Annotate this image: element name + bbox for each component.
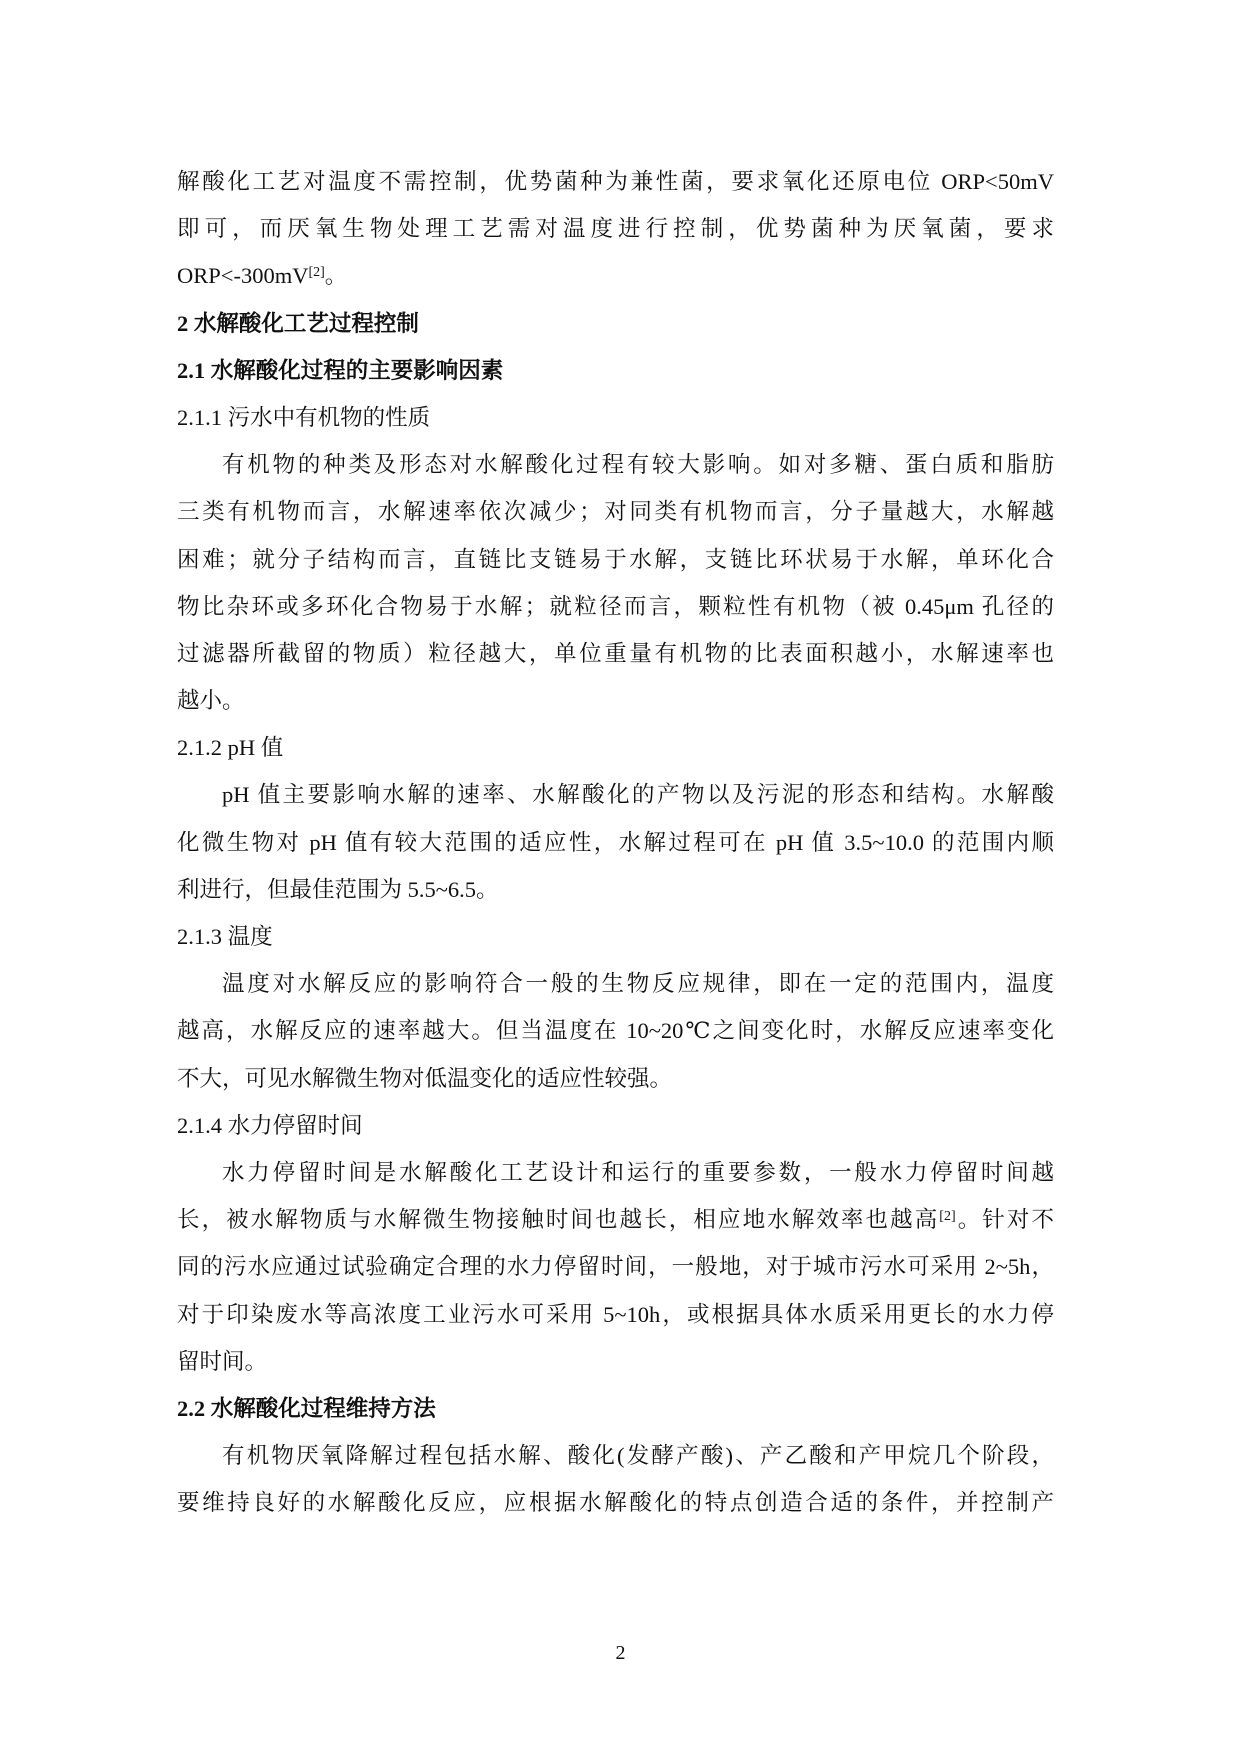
document-body <box>177 158 1054 1526</box>
subsection-heading: 2.1.2 pH 值 <box>177 735 284 761</box>
paragraph-line: 化微生物对 pH 值有较大范围的适应性，水解过程可在 pH 值 3.5~10.0 的范围内顺 <box>177 829 1054 855</box>
paragraph-line: 困难；就分子结构而言，直链比支链易于水解，支链比环状易于水解，单环化合 <box>177 546 1054 572</box>
subsection-heading: 2.1.1 污水中有机物的性质 <box>177 404 431 430</box>
paragraph-line <box>177 1196 1054 1243</box>
paragraph-line: 过滤器所截留的物质）粒径越大，单位重量有机物的比表面积越小，水解速率也 <box>177 640 1054 666</box>
paragraph-line: 要维持良好的水解酸化反应，应根据水解酸化的特点创造合适的条件，并控制产 <box>177 1490 1054 1516</box>
line-tail: 。 <box>324 263 348 289</box>
line-tail: 。针对不 <box>955 1207 1054 1233</box>
section-heading: 2.2 水解酸化过程维持方法 <box>177 1395 436 1421</box>
paragraph-line: 利进行，但最佳范围为 5.5~6.5。 <box>177 876 499 902</box>
citation-ref: [2] <box>939 1209 956 1225</box>
page-number: 2 <box>615 1642 626 1664</box>
paragraph-line: 对于印染废水等高浓度工业污水可采用 5~10h，或根据具体水质采用更长的水力停 <box>177 1301 1054 1327</box>
citation-ref: [2] <box>308 265 325 281</box>
paragraph-line: 水力停留时间是水解酸化工艺设计和运行的重要参数，一般水力停留时间越 <box>222 1159 1054 1185</box>
line-text: 长，被水解物质与水解微生物接触时间也越长，相应地水解效率也越高 <box>177 1207 940 1233</box>
section-heading: 2 水解酸化工艺过程控制 <box>177 310 419 336</box>
paragraph-line <box>177 252 1054 299</box>
paragraph-line: 有机物厌氧降解过程包括水解、酸化(发酵产酸)、产乙酸和产甲烷几个阶段， <box>222 1443 1054 1469</box>
paragraph-line: 三类有机物而言，水解速率依次减少；对同类有机物而言，分子量越大，水解越 <box>177 499 1054 525</box>
paragraph-line: 同的污水应通过试验确定合理的水力停留时间，一般地，对于城市污水可采用 2~5h， <box>177 1254 1054 1280</box>
paragraph-line: 越小。 <box>177 688 245 714</box>
subsection-heading: 2.1.4 水力停留时间 <box>177 1112 363 1138</box>
paragraph-line: 物比杂环或多环化合物易于水解；就粒径而言，颗粒性有机物（被 0.45μm 孔径的 <box>177 593 1054 619</box>
paragraph-line: 留时间。 <box>177 1348 268 1374</box>
section-heading: 2.1 水解酸化过程的主要影响因素 <box>177 357 504 383</box>
paragraph-line: pH 值主要影响水解的速率、水解酸化的产物以及污泥的形态和结构。水解酸 <box>222 782 1054 808</box>
paragraph-line: 即可，而厌氧生物处理工艺需对温度进行控制，优势菌种为厌氧菌，要求 <box>177 216 1054 242</box>
paragraph-line: 有机物的种类及形态对水解酸化过程有较大影响。如对多糖、蛋白质和脂肪 <box>222 452 1054 478</box>
subsection-heading: 2.1.3 温度 <box>177 924 273 949</box>
paragraph-line: 越高，水解反应的速率越大。但当温度在 10~20℃之间变化时，水解反应速率变化 <box>177 1018 1054 1044</box>
paragraph-line: 温度对水解反应的影响符合一般的生物反应规律，即在一定的范围内，温度 <box>222 971 1054 997</box>
paragraph-line: 不大，可见水解微生物对低温变化的适应性较强。 <box>177 1065 673 1091</box>
line-text: ORP<-300mV <box>177 263 309 289</box>
paragraph-line: 解酸化工艺对温度不需控制，优势菌种为兼性菌，要求氧化还原电位 ORP<50mV <box>177 169 1054 194</box>
